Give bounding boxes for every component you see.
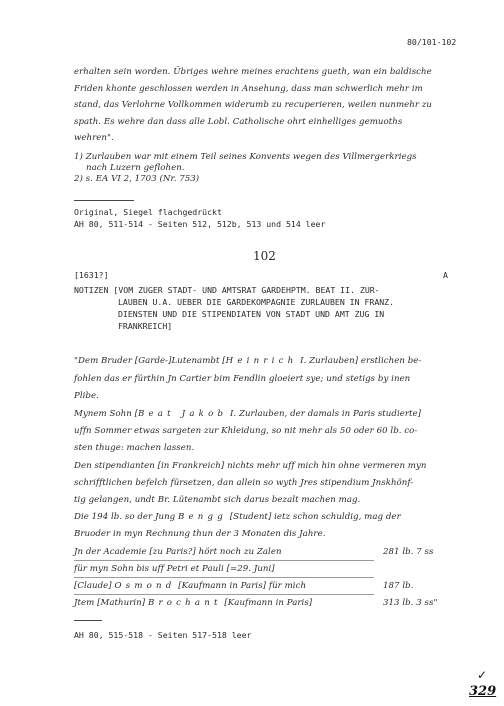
document-date: [1631?] bbox=[74, 270, 109, 280]
text-span: [Kaufmann in Paris] für mich bbox=[175, 581, 307, 591]
ledger-text: für myn Sohn bis uff Petri et Pauli [=29. Juni] bbox=[74, 564, 275, 574]
title-line: FRANKREICH] bbox=[118, 321, 173, 331]
source-note: Original, Siegel flachgedrückt bbox=[74, 207, 222, 217]
source-note: AH 80, 511-514 - Seiten 512, 512b, 513 und 514 leer bbox=[74, 219, 326, 229]
ledger-amount: 281 lb. 7 ss bbox=[383, 547, 434, 557]
text-line bbox=[74, 356, 421, 366]
text-line bbox=[74, 512, 401, 522]
spaced-name: Brochant bbox=[147, 598, 222, 608]
text-line: erhalten sein worden. Übriges wehre meines erachtens gueth, wan ein baldische bbox=[74, 67, 432, 77]
title-line: DIENSTEN UND DIE STIPENDIATEN VON STADT UND AMT ZUG IN bbox=[118, 309, 385, 319]
ledger-amount: 187 lb. bbox=[383, 581, 414, 591]
spaced-name: Bengg bbox=[178, 512, 227, 522]
text-line: Plibe. bbox=[74, 391, 99, 401]
divider bbox=[74, 200, 134, 201]
text-span: I. Zurlauben, der damals in Paris studierte] bbox=[227, 409, 422, 419]
text-line: wehren". bbox=[74, 133, 114, 143]
text-line bbox=[74, 409, 421, 419]
text-span: I. Zurlauben] erstlichen be- bbox=[297, 356, 422, 366]
text-span: "Dem Bruder [Garde-]Lutenambt [ bbox=[74, 356, 226, 366]
ledger-text bbox=[74, 598, 312, 608]
text-span: Jtem [Mathurin] bbox=[74, 598, 148, 608]
ledger-rule bbox=[74, 594, 374, 595]
text-line: Friden khonte geschlossen werden in Ansehung, dass man schwerlich mehr im bbox=[74, 84, 423, 94]
divider bbox=[74, 620, 102, 621]
text-span: Die 194 lb. so der Jung bbox=[74, 512, 178, 522]
title-line: NOTIZEN [VOM ZUGER STADT- UND AMTSRAT GARDEHPTM. BEAT II. ZUR- bbox=[74, 285, 380, 295]
page-stamp-number: 329 bbox=[469, 684, 497, 699]
title-line: LAUBEN U.A. UEBER DIE GARDEKOMPAGNIE ZURLAUBEN IN FRANZ. bbox=[118, 297, 395, 307]
spaced-name: Osmond bbox=[114, 581, 176, 591]
footnote: nach Luzern geflohen. bbox=[86, 163, 185, 173]
spaced-name: Heinrich bbox=[225, 356, 298, 366]
text-line: sten thuge: machen lassen. bbox=[74, 443, 195, 453]
text-line: uffn Sommer etwas sargeten zur Khleidung, so nit mehr als 50 oder 60 lb. co- bbox=[74, 426, 418, 436]
text-span: [Kaufmann in Paris] bbox=[221, 598, 313, 608]
text-line: schrifftlichen befelch fürsetzen, dan allein so wyth Jres stipendium Jnskhönf- bbox=[74, 478, 414, 488]
text-line: stand, das Verlohrne Vollkommen widerumb zu recuperieren, weilen nunmehr zu bbox=[74, 100, 432, 110]
ledger-amount: 313 lb. 3 ss" bbox=[383, 598, 438, 608]
footnote: 1) Zurlauben war mit einem Teil seines Konvents wegen des Villmergerkriegs bbox=[74, 152, 417, 162]
page-reference: 80/101-102 bbox=[407, 37, 457, 47]
ledger-text: Jn der Academie [zu Paris?] hört noch zu Zalen bbox=[74, 547, 282, 557]
ledger-text bbox=[74, 581, 306, 591]
document-letter: A bbox=[443, 270, 448, 280]
ledger-rule bbox=[74, 577, 374, 578]
text-span: Mynem Sohn [ bbox=[74, 409, 138, 419]
text-line: Bruoder in myn Rechnung thun der 3 Monaten dis Jahre. bbox=[74, 529, 326, 539]
footnote: 2) s. EA VI 2, 1703 (Nr. 753) bbox=[74, 174, 200, 184]
source-note: AH 80, 515-518 - Seiten 517-518 leer bbox=[74, 630, 252, 640]
document-number: 102 bbox=[253, 249, 276, 263]
ledger-rule bbox=[74, 560, 374, 561]
spaced-name: Beat Jakob bbox=[137, 409, 228, 419]
text-line: Den stipendianten [in Frankreich] nichts mehr uff mich hin ohne vermeren myn bbox=[74, 461, 427, 471]
text-span: [Student] ietz schon schuldig, mag der bbox=[226, 512, 401, 522]
check-mark-icon: ✓ bbox=[477, 668, 488, 682]
text-line: fohlen das er fürthin Jn Cartier bim Fendlin gloeiert sye; und stetigs by inen bbox=[74, 374, 411, 384]
text-span: [Claude] bbox=[74, 581, 115, 591]
text-line: tig gelangen, undt Br. Lütenambt sich darus bezalt machen mag. bbox=[74, 495, 361, 505]
text-line: spath. Es wehre dan dass alle Lobl. Catholische ohrt einhelliges gemuoths bbox=[74, 117, 403, 127]
